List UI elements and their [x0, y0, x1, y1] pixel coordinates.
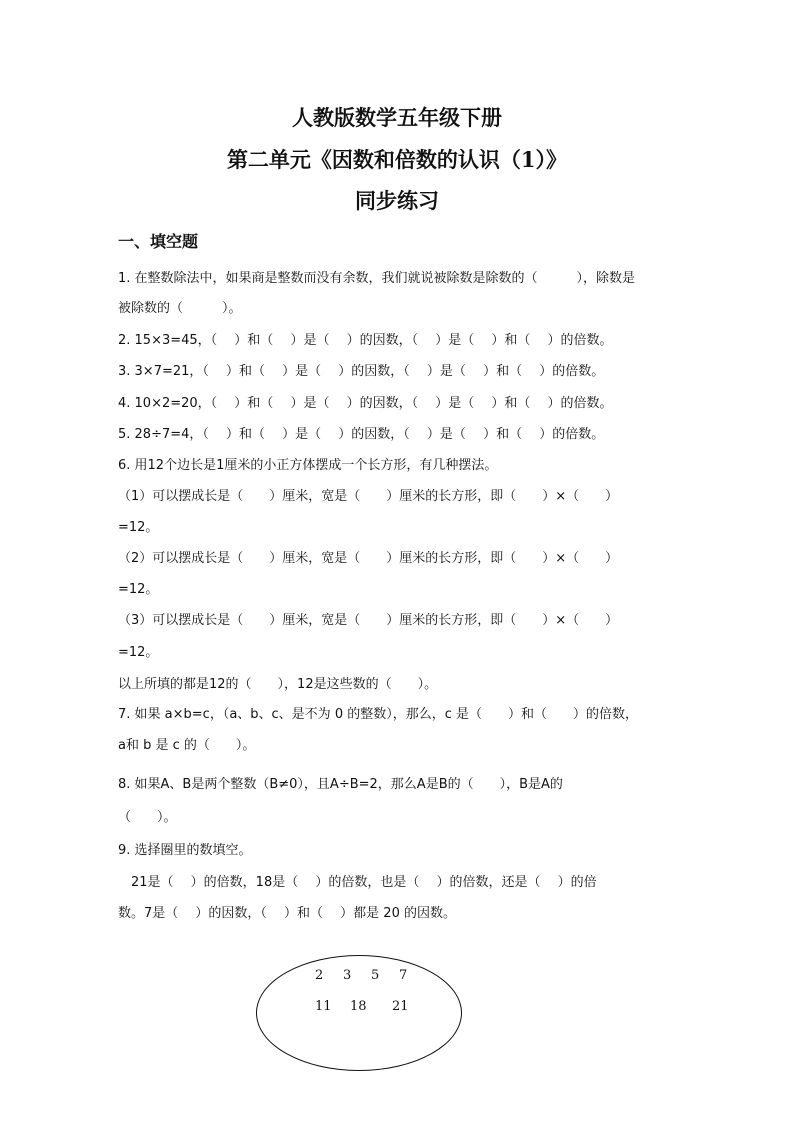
circle-number: 11: [315, 999, 332, 1014]
question-line: 7. 如果 a×b=c，（a、b、c、是不为 0 的整数），那么，c 是（ ）和（ ）的倍数，: [118, 707, 639, 722]
question-line: 2. 15×3=45，（ ）和（ ）是（ ）的因数，（ ）是（ ）和（ ）的倍数。: [118, 333, 613, 348]
page-title: 人教版数学五年级下册: [292, 105, 502, 130]
question-line: =12。: [118, 582, 159, 597]
page-subtitle-2: 同步练习: [355, 188, 439, 213]
circle-number: 21: [392, 999, 409, 1014]
question-line: 被除数的（ ）。: [118, 301, 242, 316]
question-line: a和 b 是 c 的（ ）。: [118, 738, 256, 753]
question-line: =12。: [118, 520, 159, 535]
circle-number: 5: [371, 968, 380, 983]
section-heading: 一、填空题: [118, 232, 199, 251]
question-line: 4. 10×2=20，（ ）和（ ）是（ ）的因数，（ ）是（ ）和（ ）的倍数。: [118, 396, 613, 411]
question-line: （ ）。: [118, 810, 177, 825]
question-line: 5. 28÷7=4，（ ）和（ ）是（ ）的因数，（ ）是（ ）和（ ）的倍数。: [118, 427, 605, 442]
question-line: 8. 如果A、B是两个整数（B≠0），且A÷B=2，那么A是B的（ ），B是A的: [118, 777, 563, 792]
question-line: （3）可以摆成长是（ ）厘米，宽是（ ）厘米的长方形，即（ ）×（ ）: [118, 613, 619, 628]
question-line: （2）可以摆成长是（ ）厘米，宽是（ ）厘米的长方形，即（ ）×（ ）: [118, 551, 619, 566]
question-line: 3. 3×7=21，（ ）和（ ）是（ ）的因数，（ ）是（ ）和（ ）的倍数。: [118, 364, 605, 379]
circle-number: 2: [315, 968, 324, 983]
circle-number: 3: [343, 968, 352, 983]
circle-number: 7: [399, 968, 408, 983]
question-line: 9. 选择圈里的数填空。: [118, 843, 252, 858]
circle-number: 18: [350, 999, 367, 1014]
question-line: 数。7是（ ）的因数，（ ）和（ ）都是 20 的因数。: [118, 906, 456, 921]
question-line: 1. 在整数除法中，如果商是整数而没有余数，我们就说被除数是除数的（ ），除数是: [118, 271, 636, 286]
question-line: （1）可以摆成长是（ ）厘米，宽是（ ）厘米的长方形，即（ ）×（ ）: [118, 489, 619, 504]
question-line: =12。: [118, 645, 159, 660]
question-line: 6. 用12个边长是1厘米的小正方体摆成一个长方形，有几种摆法。: [118, 458, 498, 473]
question-line: 以上所填的都是12的（ ），12是这些数的（ ）。: [118, 677, 438, 692]
page-subtitle: 第二单元《因数和倍数的认识（1）》: [226, 147, 568, 172]
question-line: 21是（ ）的倍数，18是（ ）的倍数，也是（ ）的倍数，还是（ ）的倍: [118, 875, 597, 890]
